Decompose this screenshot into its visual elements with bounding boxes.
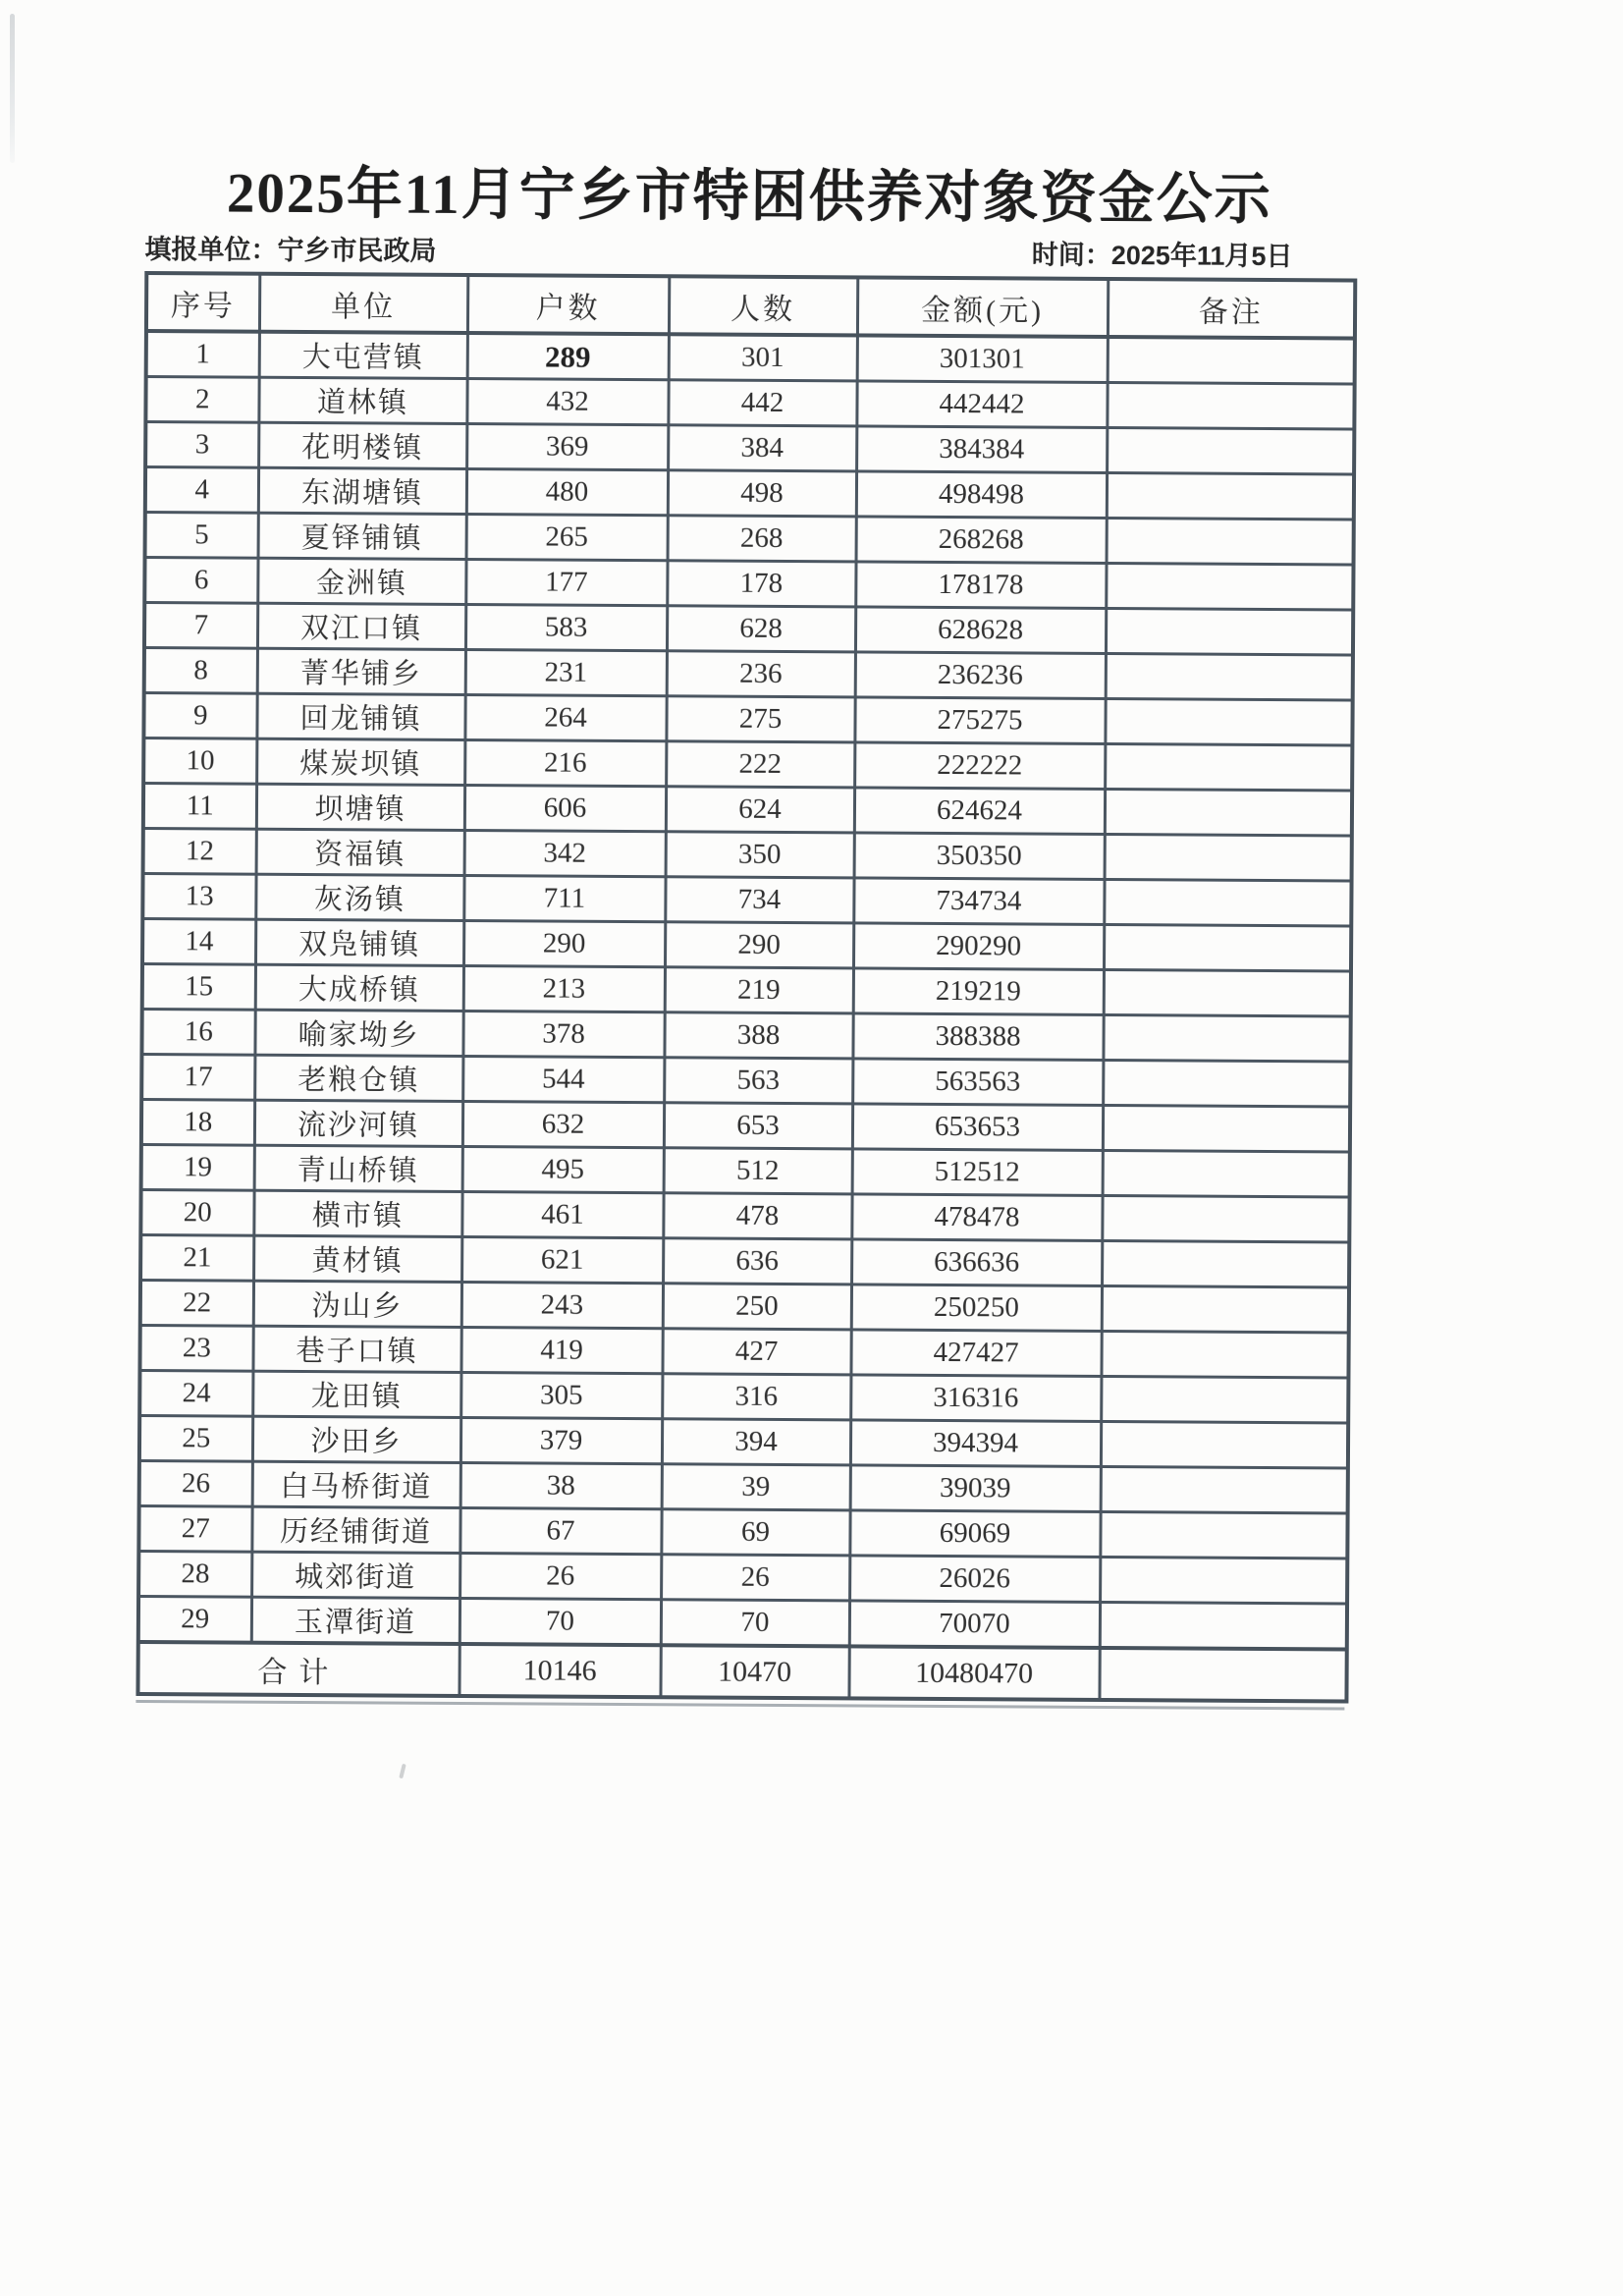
column-header: 户数	[467, 275, 669, 334]
people-count: 442	[668, 380, 856, 426]
household-count: 26	[460, 1553, 661, 1599]
column-header: 金额(元)	[857, 277, 1108, 337]
table-row	[141, 1054, 1350, 1107]
household-count: 213	[463, 965, 665, 1011]
note-cell	[1102, 1285, 1349, 1333]
unit-name: 道林镇	[258, 377, 466, 423]
amount-value: 427427	[850, 1330, 1101, 1377]
amount-value: 301301	[857, 335, 1108, 382]
scan-speck-artifact	[399, 1764, 406, 1779]
row-number: 19	[141, 1144, 254, 1190]
amount-value: 734734	[853, 878, 1104, 925]
column-header: 序号	[146, 273, 259, 332]
household-count: 461	[461, 1191, 663, 1237]
column-header: 人数	[669, 276, 857, 335]
table-row	[142, 963, 1351, 1016]
household-count: 583	[465, 605, 667, 651]
amount-value: 268268	[856, 517, 1107, 564]
row-number: 18	[141, 1099, 254, 1145]
amount-value: 498498	[856, 471, 1107, 519]
household-count: 305	[460, 1372, 662, 1418]
people-count: 301	[669, 334, 857, 381]
unit-name: 坝塘镇	[256, 784, 464, 830]
note-cell	[1103, 1150, 1350, 1197]
unit-name: 回龙铺镇	[256, 693, 464, 739]
amount-value: 275275	[854, 697, 1105, 744]
household-count: 621	[461, 1236, 663, 1283]
unit-name: 煤炭坝镇	[256, 738, 464, 785]
amount-value: 222222	[854, 742, 1105, 790]
note-cell	[1106, 653, 1353, 700]
people-count: 498	[668, 470, 856, 517]
table-row	[139, 1460, 1348, 1513]
amount-value: 628628	[855, 607, 1106, 654]
household-count: 379	[460, 1417, 662, 1463]
unit-name: 横市镇	[253, 1190, 461, 1236]
table-row	[143, 784, 1352, 837]
row-number: 14	[142, 918, 255, 964]
row-number: 24	[139, 1370, 252, 1416]
note-cell	[1106, 563, 1353, 610]
people-count: 636	[663, 1238, 851, 1285]
household-count: 369	[466, 424, 668, 470]
row-number: 16	[141, 1009, 254, 1055]
table-row	[143, 693, 1352, 746]
row-number: 27	[138, 1505, 251, 1552]
unit-name: 喻家坳乡	[254, 1010, 462, 1056]
household-count: 216	[464, 739, 666, 786]
table-row	[140, 1189, 1349, 1242]
row-number: 13	[142, 873, 255, 919]
amount-value: 290290	[853, 923, 1104, 970]
table-row	[146, 331, 1355, 384]
meta-row	[144, 233, 1353, 274]
table-row	[144, 648, 1353, 701]
note-cell	[1107, 472, 1354, 519]
row-number: 1	[146, 331, 259, 377]
row-number: 15	[142, 963, 255, 1010]
reporting-unit-text: 填报单位：宁乡市民政局	[144, 234, 437, 266]
table-row	[143, 738, 1352, 792]
table-row	[143, 828, 1352, 881]
amount-value: 26026	[849, 1556, 1100, 1603]
row-number: 17	[141, 1054, 254, 1100]
amount-value: 512512	[852, 1149, 1103, 1196]
note-cell	[1104, 924, 1351, 971]
unit-name: 黄材镇	[253, 1235, 461, 1282]
table-row	[145, 467, 1354, 520]
unit-name: 大成桥镇	[255, 964, 463, 1011]
table-row	[138, 1551, 1347, 1604]
amount-value: 478478	[851, 1194, 1102, 1241]
amount-value: 69069	[849, 1510, 1100, 1558]
table-row	[142, 873, 1351, 926]
unit-name: 流沙河镇	[254, 1100, 462, 1146]
people-count: 350	[666, 832, 854, 878]
table-row	[140, 1280, 1349, 1333]
people-count: 394	[662, 1419, 850, 1465]
total-note	[1099, 1648, 1346, 1702]
household-count: 70	[460, 1598, 661, 1645]
unit-name: 金洲镇	[257, 558, 465, 604]
amount-value: 442442	[856, 381, 1107, 428]
people-count: 316	[662, 1374, 850, 1420]
people-count: 478	[663, 1193, 851, 1239]
document-sheet	[135, 161, 1354, 1710]
row-number: 2	[145, 377, 258, 423]
household-count: 480	[466, 469, 668, 516]
note-cell	[1103, 1060, 1350, 1107]
unit-name: 沙田乡	[252, 1416, 460, 1462]
people-count: 388	[664, 1012, 852, 1059]
note-cell	[1107, 427, 1354, 474]
note-cell	[1107, 518, 1354, 565]
unit-name: 夏铎铺镇	[258, 513, 466, 559]
row-number: 7	[144, 603, 257, 649]
total-amount: 10480470	[848, 1646, 1099, 1700]
table-row	[139, 1370, 1348, 1423]
household-count: 711	[463, 875, 665, 921]
unit-name: 白马桥街道	[252, 1461, 460, 1507]
household-count: 432	[466, 379, 668, 425]
table-row	[144, 603, 1353, 656]
household-count: 419	[460, 1327, 662, 1373]
unit-name: 沩山乡	[253, 1281, 461, 1327]
row-number: 5	[145, 513, 258, 559]
people-count: 219	[665, 967, 853, 1013]
people-count: 734	[665, 877, 853, 923]
amount-value: 350350	[854, 833, 1105, 880]
household-count: 265	[466, 515, 668, 561]
people-count: 563	[664, 1058, 852, 1104]
people-count: 70	[661, 1600, 849, 1647]
unit-name: 大屯营镇	[259, 332, 467, 379]
funds-table	[135, 271, 1357, 1704]
amount-value: 250250	[851, 1285, 1102, 1332]
row-number: 8	[144, 648, 257, 694]
household-count: 243	[461, 1282, 663, 1328]
amount-value: 39039	[850, 1465, 1101, 1512]
unit-name: 灰汤镇	[255, 874, 463, 920]
household-count: 495	[462, 1146, 664, 1192]
household-count: 264	[464, 694, 666, 740]
household-count: 342	[464, 830, 666, 876]
amount-value: 384384	[856, 426, 1107, 473]
note-cell	[1103, 1014, 1350, 1062]
note-cell	[1101, 1466, 1348, 1513]
amount-value: 316316	[850, 1375, 1101, 1422]
household-count: 378	[462, 1011, 664, 1057]
page-title: 2025年11月宁乡市特困供养对象资金公示	[226, 162, 1272, 232]
people-count: 624	[666, 787, 854, 833]
amount-value: 653653	[852, 1104, 1103, 1151]
amount-value: 563563	[852, 1059, 1103, 1106]
total-people: 10470	[660, 1645, 848, 1698]
amount-value: 219219	[853, 968, 1104, 1015]
report-date-text: 时间：2025年11月5日	[1031, 240, 1293, 272]
column-header: 单位	[259, 274, 467, 333]
note-cell	[1100, 1602, 1347, 1649]
unit-name: 菁华铺乡	[257, 648, 465, 694]
people-count: 427	[662, 1329, 850, 1375]
note-cell	[1104, 879, 1351, 926]
table-row	[139, 1325, 1348, 1378]
people-count: 290	[665, 922, 853, 968]
table-row	[141, 1144, 1350, 1197]
total-households: 10146	[459, 1644, 660, 1697]
household-count: 606	[464, 785, 666, 831]
note-cell	[1106, 608, 1353, 655]
table-row	[141, 1009, 1350, 1062]
row-number: 6	[144, 558, 257, 604]
table-row	[140, 1234, 1349, 1287]
unit-name: 玉潭街道	[251, 1597, 460, 1644]
people-count: 39	[662, 1464, 850, 1510]
people-count: 275	[666, 696, 854, 742]
note-cell	[1108, 337, 1355, 384]
unit-name: 龙田镇	[252, 1371, 460, 1417]
unit-name: 巷子口镇	[252, 1326, 460, 1372]
unit-name: 老粮仓镇	[254, 1055, 462, 1101]
row-number: 3	[145, 422, 258, 468]
household-count: 231	[465, 650, 667, 696]
note-cell	[1100, 1557, 1347, 1604]
table-header-row	[146, 273, 1355, 339]
note-cell	[1101, 1421, 1348, 1468]
unit-name: 历经铺街道	[251, 1506, 460, 1553]
people-count: 69	[661, 1509, 849, 1556]
note-cell	[1105, 834, 1352, 881]
note-cell	[1105, 698, 1352, 745]
note-cell	[1102, 1195, 1349, 1242]
table-row	[141, 1099, 1350, 1152]
household-count: 632	[462, 1101, 664, 1147]
unit-name: 东湖塘镇	[258, 467, 466, 514]
household-count: 544	[462, 1056, 664, 1102]
note-cell	[1105, 743, 1352, 791]
note-cell	[1101, 1376, 1348, 1423]
total-label: 合计	[137, 1642, 459, 1696]
row-number: 28	[138, 1551, 251, 1597]
unit-name: 双凫铺镇	[255, 919, 463, 965]
row-number: 9	[143, 693, 256, 739]
amount-value: 394394	[850, 1420, 1101, 1467]
row-number: 26	[139, 1460, 252, 1506]
people-count: 178	[667, 561, 855, 607]
people-count: 250	[663, 1284, 851, 1330]
table-row	[145, 377, 1354, 430]
row-number: 12	[143, 828, 256, 874]
row-number: 22	[140, 1280, 253, 1326]
note-cell	[1102, 1240, 1349, 1287]
household-count: 67	[460, 1507, 661, 1554]
people-count: 222	[666, 741, 854, 788]
note-cell	[1107, 382, 1354, 429]
row-number: 21	[140, 1234, 253, 1281]
amount-value: 70070	[849, 1601, 1100, 1648]
note-cell	[1101, 1331, 1348, 1378]
people-count: 236	[667, 651, 855, 697]
table-row	[145, 422, 1354, 475]
table-row	[145, 513, 1354, 566]
note-cell	[1103, 1105, 1350, 1152]
people-count: 512	[664, 1148, 852, 1194]
amount-value: 636636	[851, 1239, 1102, 1286]
row-number: 10	[143, 738, 256, 785]
amount-value: 624624	[854, 788, 1105, 835]
table-row	[144, 558, 1353, 611]
people-count: 268	[668, 516, 856, 562]
note-cell	[1100, 1511, 1347, 1558]
table-row	[138, 1505, 1347, 1558]
table-row	[138, 1596, 1347, 1649]
amount-value: 388388	[852, 1013, 1103, 1061]
people-count: 26	[661, 1555, 849, 1601]
total-row	[137, 1642, 1346, 1702]
scan-streak-artifact	[10, 14, 15, 163]
people-count: 384	[668, 425, 856, 471]
amount-value: 178178	[855, 562, 1106, 609]
column-header: 备注	[1108, 279, 1355, 339]
unit-name: 花明楼镇	[258, 422, 466, 468]
unit-name: 双江口镇	[257, 603, 465, 649]
row-number: 29	[138, 1596, 251, 1642]
table-row	[142, 918, 1351, 971]
people-count: 628	[667, 606, 855, 652]
row-number: 20	[140, 1189, 253, 1235]
row-number: 25	[139, 1415, 252, 1461]
unit-name: 资福镇	[256, 829, 464, 875]
row-number: 4	[145, 467, 258, 514]
household-count: 290	[463, 920, 665, 966]
amount-value: 236236	[855, 652, 1106, 699]
unit-name: 城郊街道	[251, 1552, 460, 1598]
note-cell	[1105, 789, 1352, 836]
row-number: 11	[143, 784, 256, 830]
household-count: 177	[465, 560, 667, 606]
household-count: 38	[460, 1462, 662, 1508]
note-cell	[1104, 969, 1351, 1016]
unit-name: 青山桥镇	[254, 1145, 462, 1191]
table-row	[139, 1415, 1348, 1468]
row-number: 23	[139, 1325, 252, 1371]
household-count: 289	[467, 333, 669, 380]
people-count: 653	[664, 1103, 852, 1149]
